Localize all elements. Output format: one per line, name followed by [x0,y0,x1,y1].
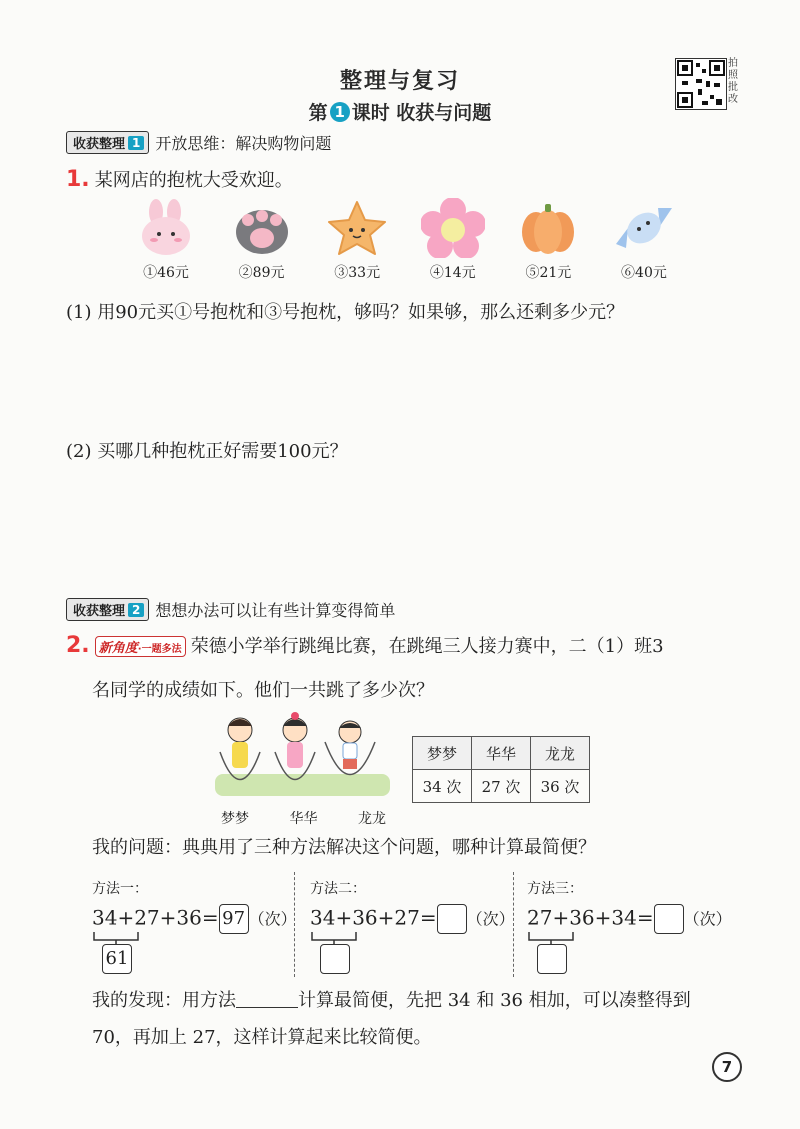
unit-label: （次） [248,909,297,929]
question-text-line-2: 名同学的成绩如下。他们一共跳了多少次？ [92,680,434,701]
flower-pillow-icon [421,198,485,258]
kids-jumping-rope-icon [215,712,390,802]
section-title: 想想办法可以让有些计算变得简单 [155,601,396,620]
kid-name: 梦梦 [221,811,249,827]
bracket-icon [92,930,152,944]
table-cell: 27 次 [472,770,531,803]
section-tag [66,598,149,621]
product-list [130,198,680,282]
product-item [321,198,393,282]
answer-box[interactable] [654,904,684,934]
bunny-pillow-icon [134,198,198,258]
question-1-stem [66,166,293,192]
equation-text: 34+27+36= [92,905,219,930]
badge-main: 新角度 [98,641,138,656]
product-item [130,198,202,282]
product-price: ③33元 [334,265,381,281]
question-text-line-1: 荣德小学举行跳绳比赛，在跳绳三人接力赛中，二（1）班3 [190,636,664,657]
candy-pillow-icon [612,198,676,258]
question-number: 2. [66,633,90,658]
qr-code-icon[interactable] [675,58,727,110]
table-header-cell: 梦梦 [413,737,472,770]
kid-names [215,808,386,828]
section-tag-number: 2 [128,603,144,617]
kid-name: 龙龙 [358,811,386,827]
bracket-icon [310,930,370,944]
method-2-label: 方法二： [310,881,366,897]
subtitle-suffix: 课时 收获与问题 [351,102,492,124]
product-item [417,198,489,282]
equation-text: 34+36+27= [310,905,437,930]
answer-area-2[interactable] [66,468,746,588]
section-2-header [66,598,395,621]
page-number: 7 [712,1052,742,1082]
subtitle-prefix: 第 [308,102,328,124]
product-price: ⑤21元 [525,265,572,281]
table-cell: 36 次 [531,770,590,803]
star-pillow-icon [325,198,389,258]
lesson-number-badge: 1 [330,102,350,122]
badge-sub: ·一题多法 [137,644,182,655]
product-item [512,198,584,282]
table-row [413,770,590,803]
partial-sum-box[interactable]: 61 [102,944,132,974]
pumpkin-pillow-icon [516,198,580,258]
product-price: ⑥40元 [621,265,667,281]
product-item [226,198,298,282]
section-tag-label: 收获整理 [73,137,126,152]
page-title: 整理与复习 [339,69,460,94]
product-price: ②89元 [238,265,285,281]
product-price: ④14元 [429,265,476,281]
my-question: 我的问题：典典用了三种方法解决这个问题，哪种计算最简便？ [92,837,596,858]
scores-table [412,736,590,803]
question-number: 1. [66,167,90,192]
answer-box[interactable] [437,904,467,934]
finding-line-1 [92,986,691,1012]
qr-caption: 拍照批改 [728,58,738,105]
question-2-stem [66,632,756,658]
new-angle-badge [95,636,186,657]
question-1-part-1: (1) 用90元买①号抱枕和③号抱枕，够吗？如果够，那么还剩多少元？ [66,302,625,323]
table-header-cell: 华华 [472,737,531,770]
section-tag-label: 收获整理 [73,604,126,619]
kid-name: 华华 [289,811,318,827]
product-item [608,198,680,282]
method-1-label: 方法一： [92,881,148,897]
unit-label: （次） [466,909,515,929]
question-1-part-2: (2) 买哪几种抱枕正好需要100元？ [66,441,348,462]
partial-sum-box[interactable] [537,944,567,974]
equation-text: 27+36+34= [527,905,654,930]
paw-pillow-icon [230,198,294,258]
question-text: 某网店的抱枕大受欢迎。 [94,170,293,191]
finding-text: 我的发现：用方法 [92,990,236,1011]
finding-blank[interactable] [236,991,298,1008]
section-tag-number: 1 [128,136,144,150]
section-tag [66,131,149,154]
table-header-row [413,737,590,770]
unit-label: （次） [683,909,732,929]
answer-area-1[interactable] [66,330,746,430]
finding-line-2: 70，再加上 27，这样计算起来比较简便。 [92,1027,432,1048]
table-header-cell: 龙龙 [531,737,590,770]
scores-table-wrapper [412,736,590,803]
jump-rope-illustration [215,712,390,827]
method-3-label: 方法三： [527,881,583,897]
bracket-icon [527,930,587,944]
finding-text: 计算最简便，先把 34 和 36 相加，可以凑整得到 [298,990,691,1011]
answer-box[interactable]: 97 [219,904,249,934]
table-cell: 34 次 [413,770,472,803]
section-1-header [66,131,331,154]
product-price: ①46元 [143,265,189,281]
section-title: 开放思维：解决购物问题 [155,134,332,153]
partial-sum-box[interactable] [320,944,350,974]
